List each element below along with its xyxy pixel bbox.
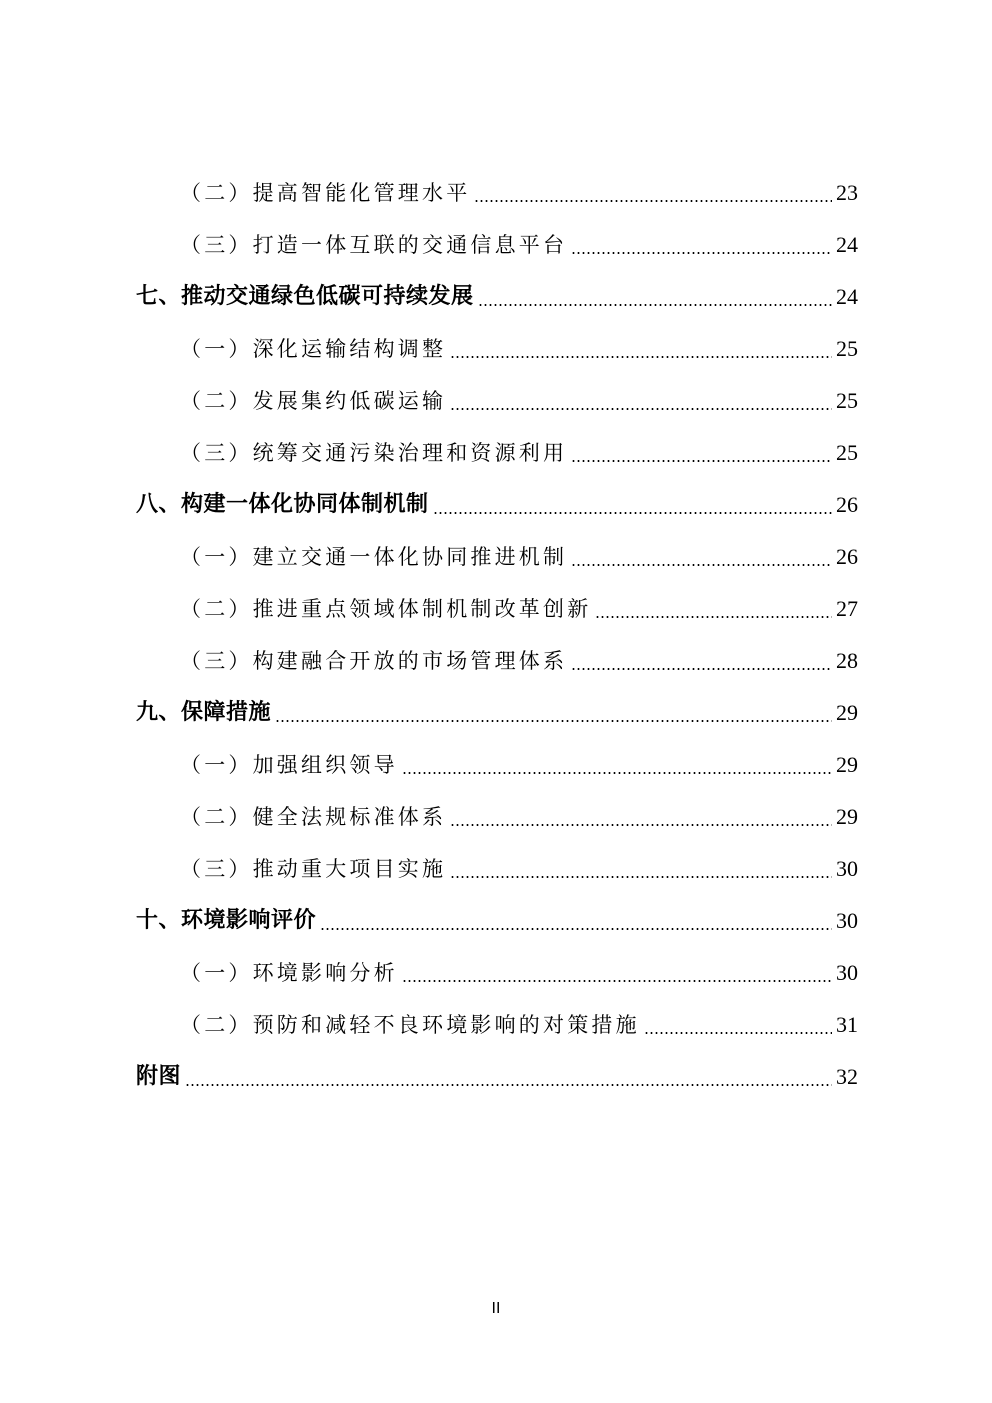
toc-entry-title: （三）构建融合开放的市场管理体系	[180, 649, 568, 673]
toc-dot-leader	[275, 720, 832, 722]
toc-entry-title: （三）推动重大项目实施	[180, 857, 447, 881]
toc-entry-page-number: 25	[836, 440, 858, 465]
toc-entry-page-number: 30	[836, 908, 858, 933]
toc-chapter-entry[interactable]	[136, 279, 858, 311]
toc-entry-page-number: 25	[836, 388, 858, 413]
toc-row	[0, 175, 992, 227]
toc-row	[0, 487, 992, 539]
toc-row	[0, 591, 992, 643]
toc-dot-leader	[450, 408, 832, 410]
toc-dot-leader	[571, 252, 832, 254]
toc-section-entry[interactable]	[180, 383, 858, 415]
toc-entry-title: （三）打造一体互联的交通信息平台	[180, 233, 568, 257]
toc-entry-page-number: 28	[836, 648, 858, 673]
toc-entry-title: （一）建立交通一体化协同推进机制	[180, 545, 568, 569]
toc-entry-page-number: 30	[836, 960, 858, 985]
toc-entry-page-number: 29	[836, 752, 858, 777]
toc-dot-leader	[474, 200, 832, 202]
toc-entry-title: （二）发展集约低碳运输	[180, 389, 447, 413]
toc-entry-title: 附图	[136, 1064, 182, 1089]
toc-section-entry[interactable]	[180, 851, 858, 883]
toc-entry-title: （一）深化运输结构调整	[180, 337, 447, 361]
toc-entry-title: 七、推动交通绿色低碳可持续发展	[136, 284, 474, 309]
toc-dot-leader	[402, 772, 832, 774]
toc-section-entry[interactable]	[180, 643, 858, 675]
toc-entry-page-number: 29	[836, 804, 858, 829]
toc-chapter-entry[interactable]	[136, 487, 858, 519]
toc-dot-leader	[571, 668, 832, 670]
toc-dot-leader	[450, 876, 832, 878]
toc-entry-title: （二）健全法规标准体系	[180, 805, 447, 829]
toc-row	[0, 903, 992, 955]
toc-section-entry[interactable]	[180, 435, 858, 467]
toc-dot-leader	[595, 616, 832, 618]
toc-entry-title: 八、构建一体化协同体制机制	[136, 492, 429, 517]
toc-entry-title: （二）推进重点领域体制机制改革创新	[180, 597, 592, 621]
toc-section-entry[interactable]	[180, 955, 858, 987]
footer-page-number: II	[491, 1300, 501, 1317]
toc-entry-page-number: 25	[836, 336, 858, 361]
toc-row	[0, 539, 992, 591]
toc-section-entry[interactable]	[180, 1007, 858, 1039]
toc-section-entry[interactable]	[180, 747, 858, 779]
toc-chapter-entry[interactable]	[136, 1059, 858, 1091]
toc-dot-leader	[450, 356, 832, 358]
toc-section-entry[interactable]	[180, 799, 858, 831]
toc-row	[0, 1059, 992, 1111]
toc-dot-leader	[320, 928, 832, 930]
toc-row	[0, 435, 992, 487]
toc-entry-title: （二）提高智能化管理水平	[180, 181, 471, 205]
toc-dot-leader	[644, 1032, 832, 1034]
toc-entry-page-number: 24	[836, 232, 858, 257]
toc-entry-title: 十、环境影响评价	[136, 908, 317, 933]
toc-section-entry[interactable]	[180, 175, 858, 207]
toc-row	[0, 955, 992, 1007]
toc-section-entry[interactable]	[180, 331, 858, 363]
toc-entry-page-number: 32	[836, 1064, 858, 1089]
toc-entry-page-number: 23	[836, 180, 858, 205]
toc-dot-leader	[450, 824, 832, 826]
toc-row	[0, 643, 992, 695]
toc-entry-page-number: 27	[836, 596, 858, 621]
toc-row	[0, 1007, 992, 1059]
toc-row	[0, 331, 992, 383]
toc-row	[0, 695, 992, 747]
toc-entry-page-number: 26	[836, 544, 858, 569]
toc-entry-title: （二）预防和减轻不良环境影响的对策措施	[180, 1013, 640, 1037]
toc-dot-leader	[433, 512, 832, 514]
toc-dot-leader	[185, 1084, 832, 1086]
toc-dot-leader	[402, 980, 832, 982]
toc-row	[0, 799, 992, 851]
toc-chapter-entry[interactable]	[136, 695, 858, 727]
toc-row	[0, 227, 992, 279]
toc-chapter-entry[interactable]	[136, 903, 858, 935]
toc-section-entry[interactable]	[180, 591, 858, 623]
toc-row	[0, 383, 992, 435]
toc-section-entry[interactable]	[180, 227, 858, 259]
toc-entry-page-number: 24	[836, 284, 858, 309]
toc-dot-leader	[571, 460, 832, 462]
toc-entry-page-number: 30	[836, 856, 858, 881]
toc-entry-page-number: 31	[836, 1012, 858, 1037]
toc-entry-page-number: 29	[836, 700, 858, 725]
toc-entry-title: 九、保障措施	[136, 700, 272, 725]
toc-dot-leader	[571, 564, 832, 566]
toc-row	[0, 851, 992, 903]
toc-row	[0, 279, 992, 331]
toc-entry-title: （一）环境影响分析	[180, 961, 398, 985]
toc-entry-page-number: 26	[836, 492, 858, 517]
toc-entry-title: （三）统筹交通污染治理和资源利用	[180, 441, 568, 465]
toc-row	[0, 747, 992, 799]
toc-section-entry[interactable]	[180, 539, 858, 571]
toc-dot-leader	[478, 304, 832, 306]
toc-entry-title: （一）加强组织领导	[180, 753, 398, 777]
